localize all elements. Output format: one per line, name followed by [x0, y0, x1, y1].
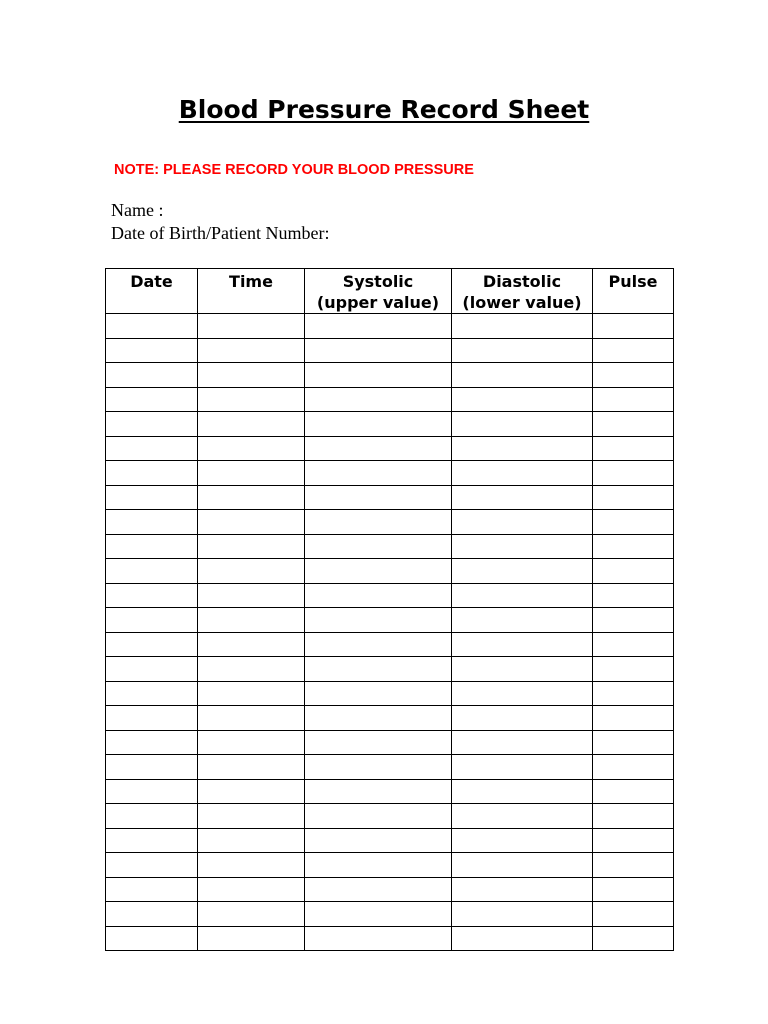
cell-diastolic[interactable]	[452, 412, 593, 437]
cell-diastolic[interactable]	[452, 926, 593, 951]
cell-date[interactable]	[106, 804, 198, 829]
cell-diastolic[interactable]	[452, 485, 593, 510]
cell-diastolic[interactable]	[452, 510, 593, 535]
cell-date[interactable]	[106, 314, 198, 339]
cell-date[interactable]	[106, 363, 198, 388]
cell-pulse[interactable]	[593, 779, 674, 804]
cell-time[interactable]	[198, 314, 305, 339]
cell-time[interactable]	[198, 804, 305, 829]
cell-diastolic[interactable]	[452, 779, 593, 804]
table-row	[106, 853, 674, 878]
cell-pulse[interactable]	[593, 730, 674, 755]
cell-diastolic[interactable]	[452, 804, 593, 829]
cell-pulse[interactable]	[593, 412, 674, 437]
cell-time[interactable]	[198, 534, 305, 559]
table-row	[106, 755, 674, 780]
table-row	[106, 779, 674, 804]
page-title	[0, 93, 768, 127]
cell-diastolic[interactable]	[452, 755, 593, 780]
table-row	[106, 583, 674, 608]
cell-date[interactable]	[106, 730, 198, 755]
table-row	[106, 877, 674, 902]
table-row	[106, 632, 674, 657]
cell-diastolic[interactable]	[452, 363, 593, 388]
cell-pulse[interactable]	[593, 485, 674, 510]
cell-pulse[interactable]	[593, 363, 674, 388]
header-diastolic-sublabel: (lower value)	[462, 293, 582, 312]
cell-diastolic[interactable]	[452, 583, 593, 608]
cell-pulse[interactable]	[593, 559, 674, 584]
header-diastolic	[452, 269, 593, 314]
cell-date[interactable]	[106, 681, 198, 706]
cell-date[interactable]	[106, 779, 198, 804]
header-systolic	[305, 269, 452, 314]
cell-time[interactable]	[198, 338, 305, 363]
cell-time[interactable]	[198, 877, 305, 902]
cell-time[interactable]	[198, 559, 305, 584]
table-row	[106, 828, 674, 853]
cell-date[interactable]	[106, 412, 198, 437]
cell-systolic[interactable]	[305, 877, 452, 902]
header-date	[106, 269, 198, 314]
cell-systolic[interactable]	[305, 804, 452, 829]
cell-diastolic[interactable]	[452, 461, 593, 486]
table-row	[106, 730, 674, 755]
cell-date[interactable]	[106, 926, 198, 951]
cell-date[interactable]	[106, 485, 198, 510]
cell-date[interactable]	[106, 436, 198, 461]
cell-time[interactable]	[198, 485, 305, 510]
table-row	[106, 657, 674, 682]
cell-time[interactable]	[198, 412, 305, 437]
dob-label: Date of Birth/Patient Number:	[111, 223, 330, 243]
cell-date[interactable]	[106, 877, 198, 902]
cell-pulse[interactable]	[593, 755, 674, 780]
cell-date[interactable]	[106, 828, 198, 853]
cell-systolic[interactable]	[305, 681, 452, 706]
cell-time[interactable]	[198, 363, 305, 388]
cell-systolic[interactable]	[305, 510, 452, 535]
cell-systolic[interactable]	[305, 559, 452, 584]
cell-date[interactable]	[106, 461, 198, 486]
cell-pulse[interactable]	[593, 461, 674, 486]
cell-diastolic[interactable]	[452, 730, 593, 755]
cell-date[interactable]	[106, 387, 198, 412]
cell-time[interactable]	[198, 902, 305, 927]
cell-pulse[interactable]	[593, 853, 674, 878]
table-row	[106, 681, 674, 706]
cell-diastolic[interactable]	[452, 338, 593, 363]
cell-pulse[interactable]	[593, 583, 674, 608]
cell-date[interactable]	[106, 608, 198, 633]
cell-date[interactable]	[106, 755, 198, 780]
note-text: NOTE: PLEASE RECORD YOUR BLOOD PRESSURE	[114, 162, 474, 178]
table-row	[106, 461, 674, 486]
cell-date[interactable]	[106, 559, 198, 584]
cell-time[interactable]	[198, 632, 305, 657]
cell-pulse[interactable]	[593, 608, 674, 633]
page-title-text: Blood Pressure Record Sheet	[178, 95, 590, 124]
cell-time[interactable]	[198, 779, 305, 804]
cell-systolic[interactable]	[305, 755, 452, 780]
table-row	[106, 485, 674, 510]
cell-date[interactable]	[106, 632, 198, 657]
cell-date[interactable]	[106, 510, 198, 535]
cell-diastolic[interactable]	[452, 314, 593, 339]
header-diastolic-label: Diastolic	[482, 272, 562, 291]
table-row	[106, 608, 674, 633]
cell-systolic[interactable]	[305, 926, 452, 951]
name-label: Name :	[111, 200, 164, 220]
cell-pulse[interactable]	[593, 632, 674, 657]
table-row	[106, 706, 674, 731]
cell-systolic[interactable]	[305, 363, 452, 388]
cell-diastolic[interactable]	[452, 387, 593, 412]
cell-diastolic[interactable]	[452, 681, 593, 706]
table-row	[106, 804, 674, 829]
cell-systolic[interactable]	[305, 387, 452, 412]
cell-systolic[interactable]	[305, 828, 452, 853]
cell-date[interactable]	[106, 583, 198, 608]
table-body	[106, 314, 674, 951]
cell-pulse[interactable]	[593, 926, 674, 951]
cell-pulse[interactable]	[593, 387, 674, 412]
cell-systolic[interactable]	[305, 779, 452, 804]
cell-pulse[interactable]	[593, 510, 674, 535]
table-header-row	[106, 269, 674, 314]
cell-pulse[interactable]	[593, 828, 674, 853]
cell-time[interactable]	[198, 853, 305, 878]
cell-systolic[interactable]	[305, 338, 452, 363]
cell-pulse[interactable]	[593, 902, 674, 927]
cell-time[interactable]	[198, 730, 305, 755]
cell-time[interactable]	[198, 510, 305, 535]
cell-diastolic[interactable]	[452, 436, 593, 461]
cell-systolic[interactable]	[305, 534, 452, 559]
cell-time[interactable]	[198, 706, 305, 731]
cell-pulse[interactable]	[593, 314, 674, 339]
cell-systolic[interactable]	[305, 461, 452, 486]
cell-diastolic[interactable]	[452, 608, 593, 633]
cell-diastolic[interactable]	[452, 632, 593, 657]
cell-systolic[interactable]	[305, 314, 452, 339]
cell-systolic[interactable]	[305, 730, 452, 755]
cell-pulse[interactable]	[593, 877, 674, 902]
cell-date[interactable]	[106, 338, 198, 363]
table-row	[106, 412, 674, 437]
table-row	[106, 902, 674, 927]
cell-date[interactable]	[106, 853, 198, 878]
table-row	[106, 338, 674, 363]
header-date-label: Date	[130, 272, 173, 291]
header-systolic-label: Systolic	[342, 272, 414, 291]
cell-time[interactable]	[198, 583, 305, 608]
cell-date[interactable]	[106, 902, 198, 927]
header-time-label: Time	[229, 272, 273, 291]
cell-systolic[interactable]	[305, 657, 452, 682]
table-row	[106, 510, 674, 535]
cell-time[interactable]	[198, 755, 305, 780]
table-row	[106, 926, 674, 951]
cell-time[interactable]	[198, 828, 305, 853]
cell-date[interactable]	[106, 534, 198, 559]
cell-pulse[interactable]	[593, 657, 674, 682]
cell-pulse[interactable]	[593, 338, 674, 363]
header-systolic-sublabel: (upper value)	[316, 293, 440, 312]
cell-diastolic[interactable]	[452, 828, 593, 853]
cell-diastolic[interactable]	[452, 706, 593, 731]
cell-systolic[interactable]	[305, 436, 452, 461]
cell-pulse[interactable]	[593, 534, 674, 559]
cell-pulse[interactable]	[593, 681, 674, 706]
cell-systolic[interactable]	[305, 853, 452, 878]
header-pulse-label: Pulse	[608, 272, 658, 291]
header-pulse	[593, 269, 674, 314]
cell-systolic[interactable]	[305, 608, 452, 633]
cell-time[interactable]	[198, 681, 305, 706]
cell-time[interactable]	[198, 461, 305, 486]
cell-diastolic[interactable]	[452, 902, 593, 927]
table-row	[106, 534, 674, 559]
cell-time[interactable]	[198, 608, 305, 633]
cell-pulse[interactable]	[593, 706, 674, 731]
bp-record-table	[105, 268, 674, 951]
cell-diastolic[interactable]	[452, 657, 593, 682]
table-row	[106, 436, 674, 461]
cell-systolic[interactable]	[305, 632, 452, 657]
table-row	[106, 314, 674, 339]
cell-systolic[interactable]	[305, 485, 452, 510]
table-row	[106, 363, 674, 388]
cell-systolic[interactable]	[305, 412, 452, 437]
cell-time[interactable]	[198, 926, 305, 951]
cell-systolic[interactable]	[305, 706, 452, 731]
table-row	[106, 387, 674, 412]
cell-pulse[interactable]	[593, 804, 674, 829]
cell-pulse[interactable]	[593, 436, 674, 461]
cell-systolic[interactable]	[305, 583, 452, 608]
cell-diastolic[interactable]	[452, 534, 593, 559]
cell-date[interactable]	[106, 706, 198, 731]
table-row	[106, 559, 674, 584]
cell-diastolic[interactable]	[452, 559, 593, 584]
header-time	[198, 269, 305, 314]
cell-date[interactable]	[106, 657, 198, 682]
cell-time[interactable]	[198, 436, 305, 461]
cell-systolic[interactable]	[305, 902, 452, 927]
cell-time[interactable]	[198, 657, 305, 682]
cell-time[interactable]	[198, 387, 305, 412]
cell-diastolic[interactable]	[452, 853, 593, 878]
cell-diastolic[interactable]	[452, 877, 593, 902]
